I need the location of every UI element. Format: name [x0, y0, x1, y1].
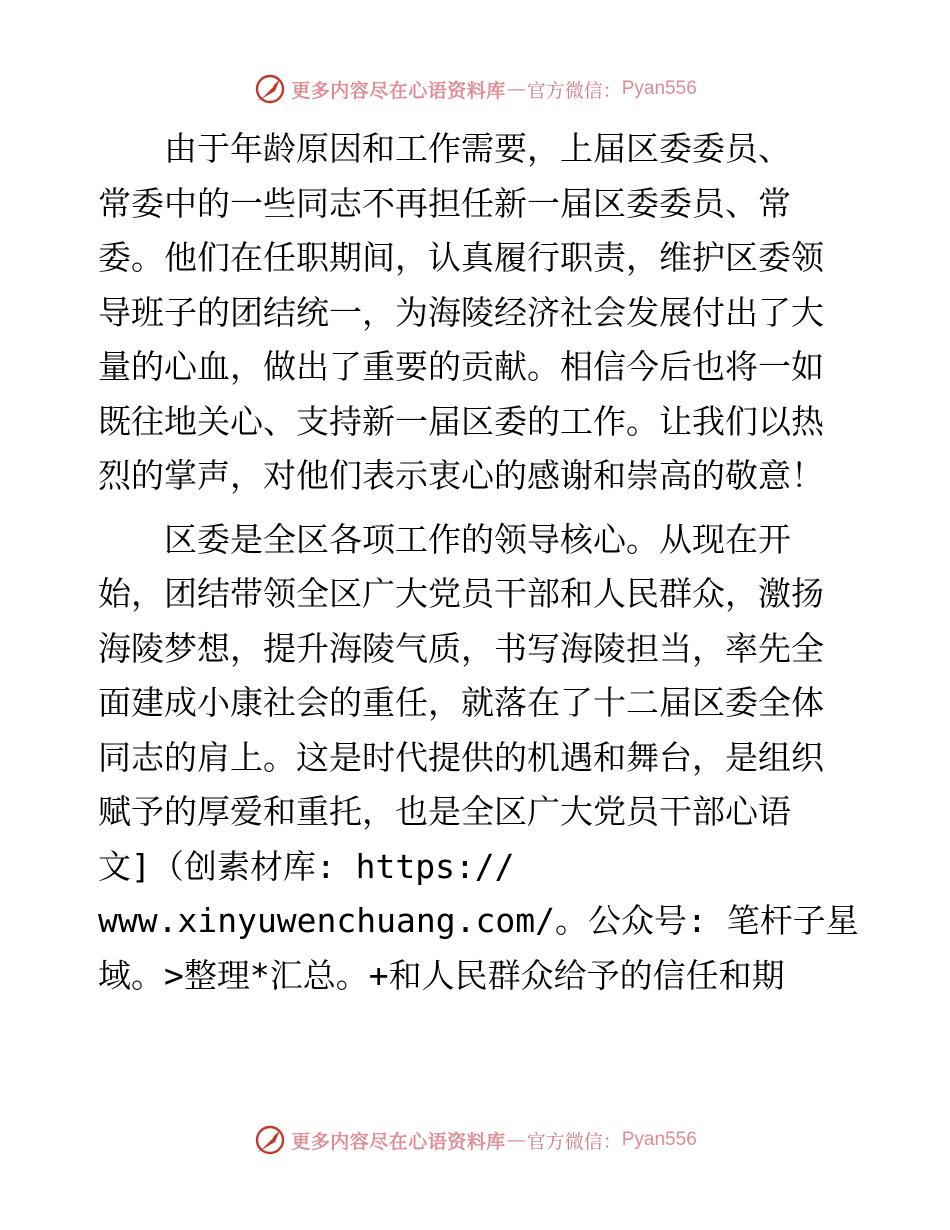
footer-banner	[0, 1123, 950, 1157]
text-line: 常委中的一些同志不再担任新一届区委委员、常	[98, 183, 791, 223]
banner-lead-text: 更多内容尽在心语资料库	[291, 79, 506, 102]
paragraph-1	[98, 122, 858, 504]
banner-lead-text: 更多内容尽在心语资料库	[291, 1130, 506, 1153]
text-line: 烈的掌声，对他们表示衷心的感谢和崇高的敬意！	[98, 456, 824, 495]
body-text	[98, 122, 858, 1003]
text-line: 同志的肩上。这是时代提供的机遇和舞台，是组织	[98, 737, 824, 777]
text-line: 域。>整理*汇总。+和人民群众给予的信任和期	[98, 955, 785, 995]
text-line: www.xinyuwenchuang.com/。公众号: 笔杆子星	[98, 901, 859, 940]
banner-dash: —	[506, 1129, 526, 1151]
banner-wechat-label: 官方微信：	[526, 79, 622, 102]
quill-circle-logo-icon	[253, 72, 287, 106]
text-line: 区委是全区各项工作的领导核心。从现在开	[164, 519, 791, 559]
text-line: 赋予的厚爱和重托，也是全区广大党员干部心语	[98, 792, 791, 831]
text-line: 既往地关心、支持新一届区委的工作。让我们以热	[98, 401, 824, 441]
banner-wechat-id: Pyan556	[621, 78, 697, 99]
header-banner	[0, 72, 950, 106]
paragraph-2	[98, 513, 858, 1004]
text-line: 海陵梦想，提升海陵气质，书写海陵担当，率先全	[98, 628, 824, 668]
text-line: 委。他们在任职期间，认真履行职责，维护区委领	[98, 238, 824, 277]
quill-circle-logo-icon	[253, 1123, 287, 1157]
text-line: 导班子的团结统一，为海陵经济社会发展付出了大	[98, 292, 824, 332]
banner-dash: —	[506, 78, 526, 100]
text-line: 文]（创素材库: https://	[98, 846, 515, 886]
banner-wechat-label: 官方微信：	[526, 1130, 622, 1153]
text-line: 由于年龄原因和工作需要，上届区委委员、	[164, 129, 791, 168]
text-line: 量的心血，做出了重要的贡献。相信今后也将一如	[98, 347, 824, 386]
text-line: 面建成小康社会的重任，就落在了十二届区委全体	[98, 683, 824, 722]
banner-wechat-id: Pyan556	[621, 1129, 697, 1150]
text-line: 始，团结带领全区广大党员干部和人民群众，激扬	[98, 574, 824, 613]
